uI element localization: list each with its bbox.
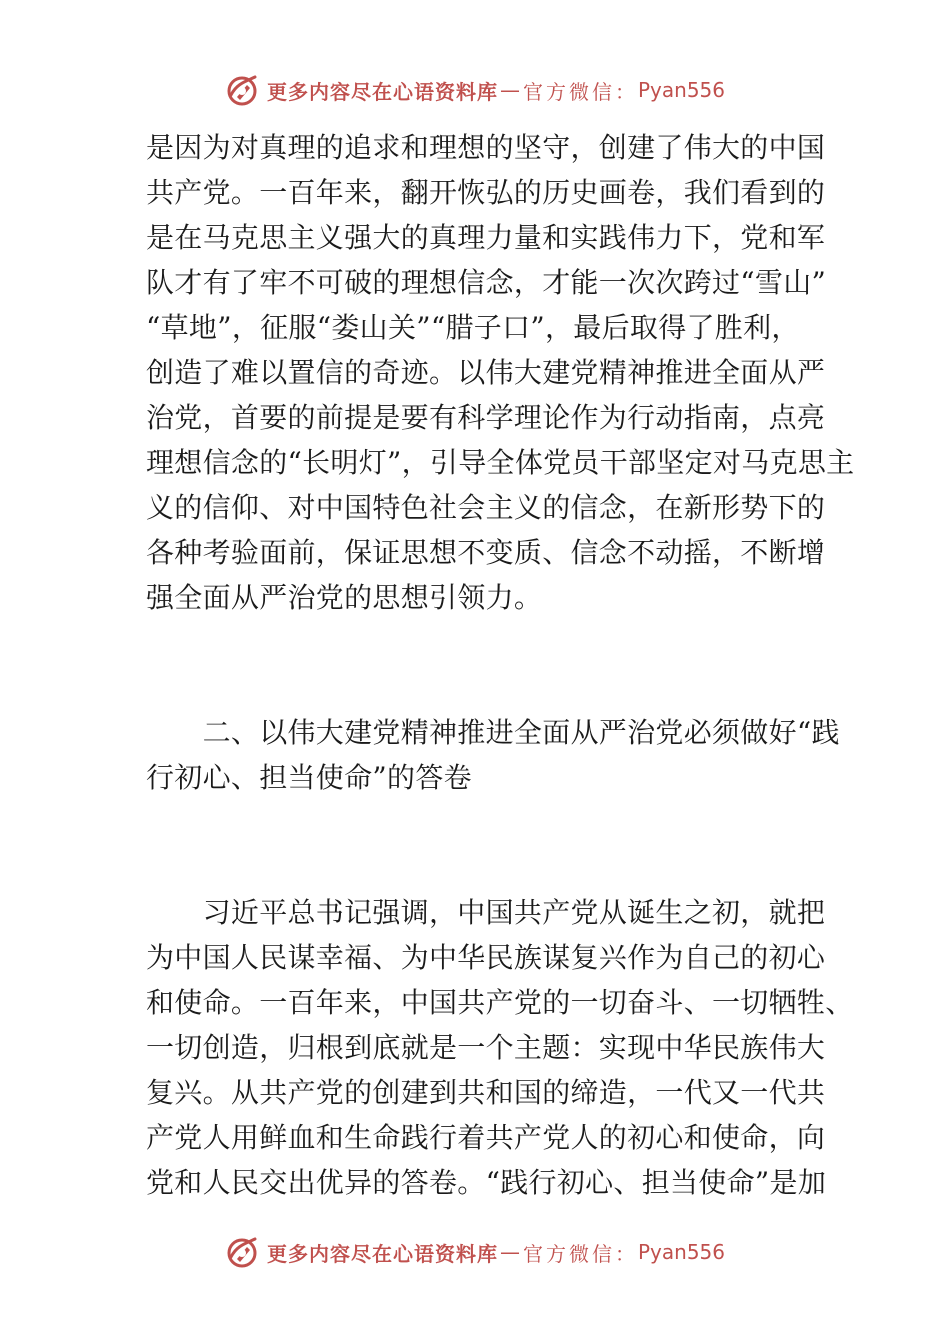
header-brand: 更多内容尽在心语资料库 — [266, 79, 498, 104]
text-line: 各种考验面前，保证思想不变质、信念不动摇，不断增 — [146, 536, 826, 569]
text-line: 共产党。一百年来，翻开恢弘的历史画卷，我们看到的 — [146, 176, 826, 209]
text-line: 党和人民交出优异的答卷。“践行初心、担当使命”是加 — [146, 1166, 827, 1199]
footer-separator: — — [499, 1240, 521, 1264]
text-line: 义的信仰、对中国特色社会主义的信念，在新形势下的 — [146, 491, 826, 524]
heading-line: 行初心、担当使命”的答卷 — [146, 761, 472, 794]
text-line: 治党，首要的前提是要有科学理论作为行动指南，点亮 — [146, 401, 826, 434]
document-body — [146, 125, 855, 1205]
footer-wechat-id: Pyan556 — [637, 1240, 725, 1264]
footer-banner — [0, 1232, 950, 1272]
text-line: “草地”，征服“娄山关”“腊子口”，最后取得了胜利， — [146, 311, 800, 344]
pen-swirl-icon — [225, 73, 259, 107]
text-line: 是因为对真理的追求和理想的坚守，创建了伟大的中国 — [146, 131, 826, 164]
paragraph-spacer — [146, 620, 826, 710]
footer-brand: 更多内容尽在心语资料库 — [266, 1241, 498, 1266]
text-line: 强全面从严治党的思想引领力。 — [146, 581, 543, 614]
text-line: 复兴。从共产党的创建到共和国的缔造，一代又一代共 — [146, 1076, 826, 1109]
text-line: 理想信念的“长明灯”，引导全体党员干部坚定对马克思主 — [146, 446, 855, 479]
header-wechat-id: Pyan556 — [637, 78, 725, 102]
text-line: 一切创造，归根到底就是一个主题：实现中华民族伟大 — [146, 1031, 826, 1064]
text-line: 习近平总书记强调，中国共产党从诞生之初，就把 — [146, 896, 826, 929]
header-wechat-label: 官方微信： — [522, 79, 638, 104]
pen-swirl-icon — [225, 1235, 259, 1269]
text-line: 队才有了牢不可破的理想信念，才能一次次跨过“雪山” — [146, 266, 827, 299]
paragraph-2 — [146, 890, 854, 1205]
header-banner — [0, 70, 950, 110]
heading-line: 二、以伟大建党精神推进全面从严治党必须做好“践 — [146, 716, 840, 749]
text-line: 创造了难以置信的奇迹。以伟大建党精神推进全面从严 — [146, 356, 826, 389]
header-separator: — — [499, 78, 521, 102]
text-line: 和使命。一百年来，中国共产党的一切奋斗、一切牺牲、 — [146, 986, 854, 1019]
paragraph-spacer — [146, 800, 826, 890]
text-line: 产党人用鲜血和生命践行着共产党人的初心和使命，向 — [146, 1121, 826, 1154]
text-line: 为中国人民谋幸福、为中华民族谋复兴作为自己的初心 — [146, 941, 826, 974]
section-heading — [146, 710, 840, 800]
paragraph-1 — [146, 125, 855, 620]
footer-wechat-label: 官方微信： — [522, 1241, 638, 1266]
text-line: 是在马克思主义强大的真理力量和实践伟力下，党和军 — [146, 221, 826, 254]
